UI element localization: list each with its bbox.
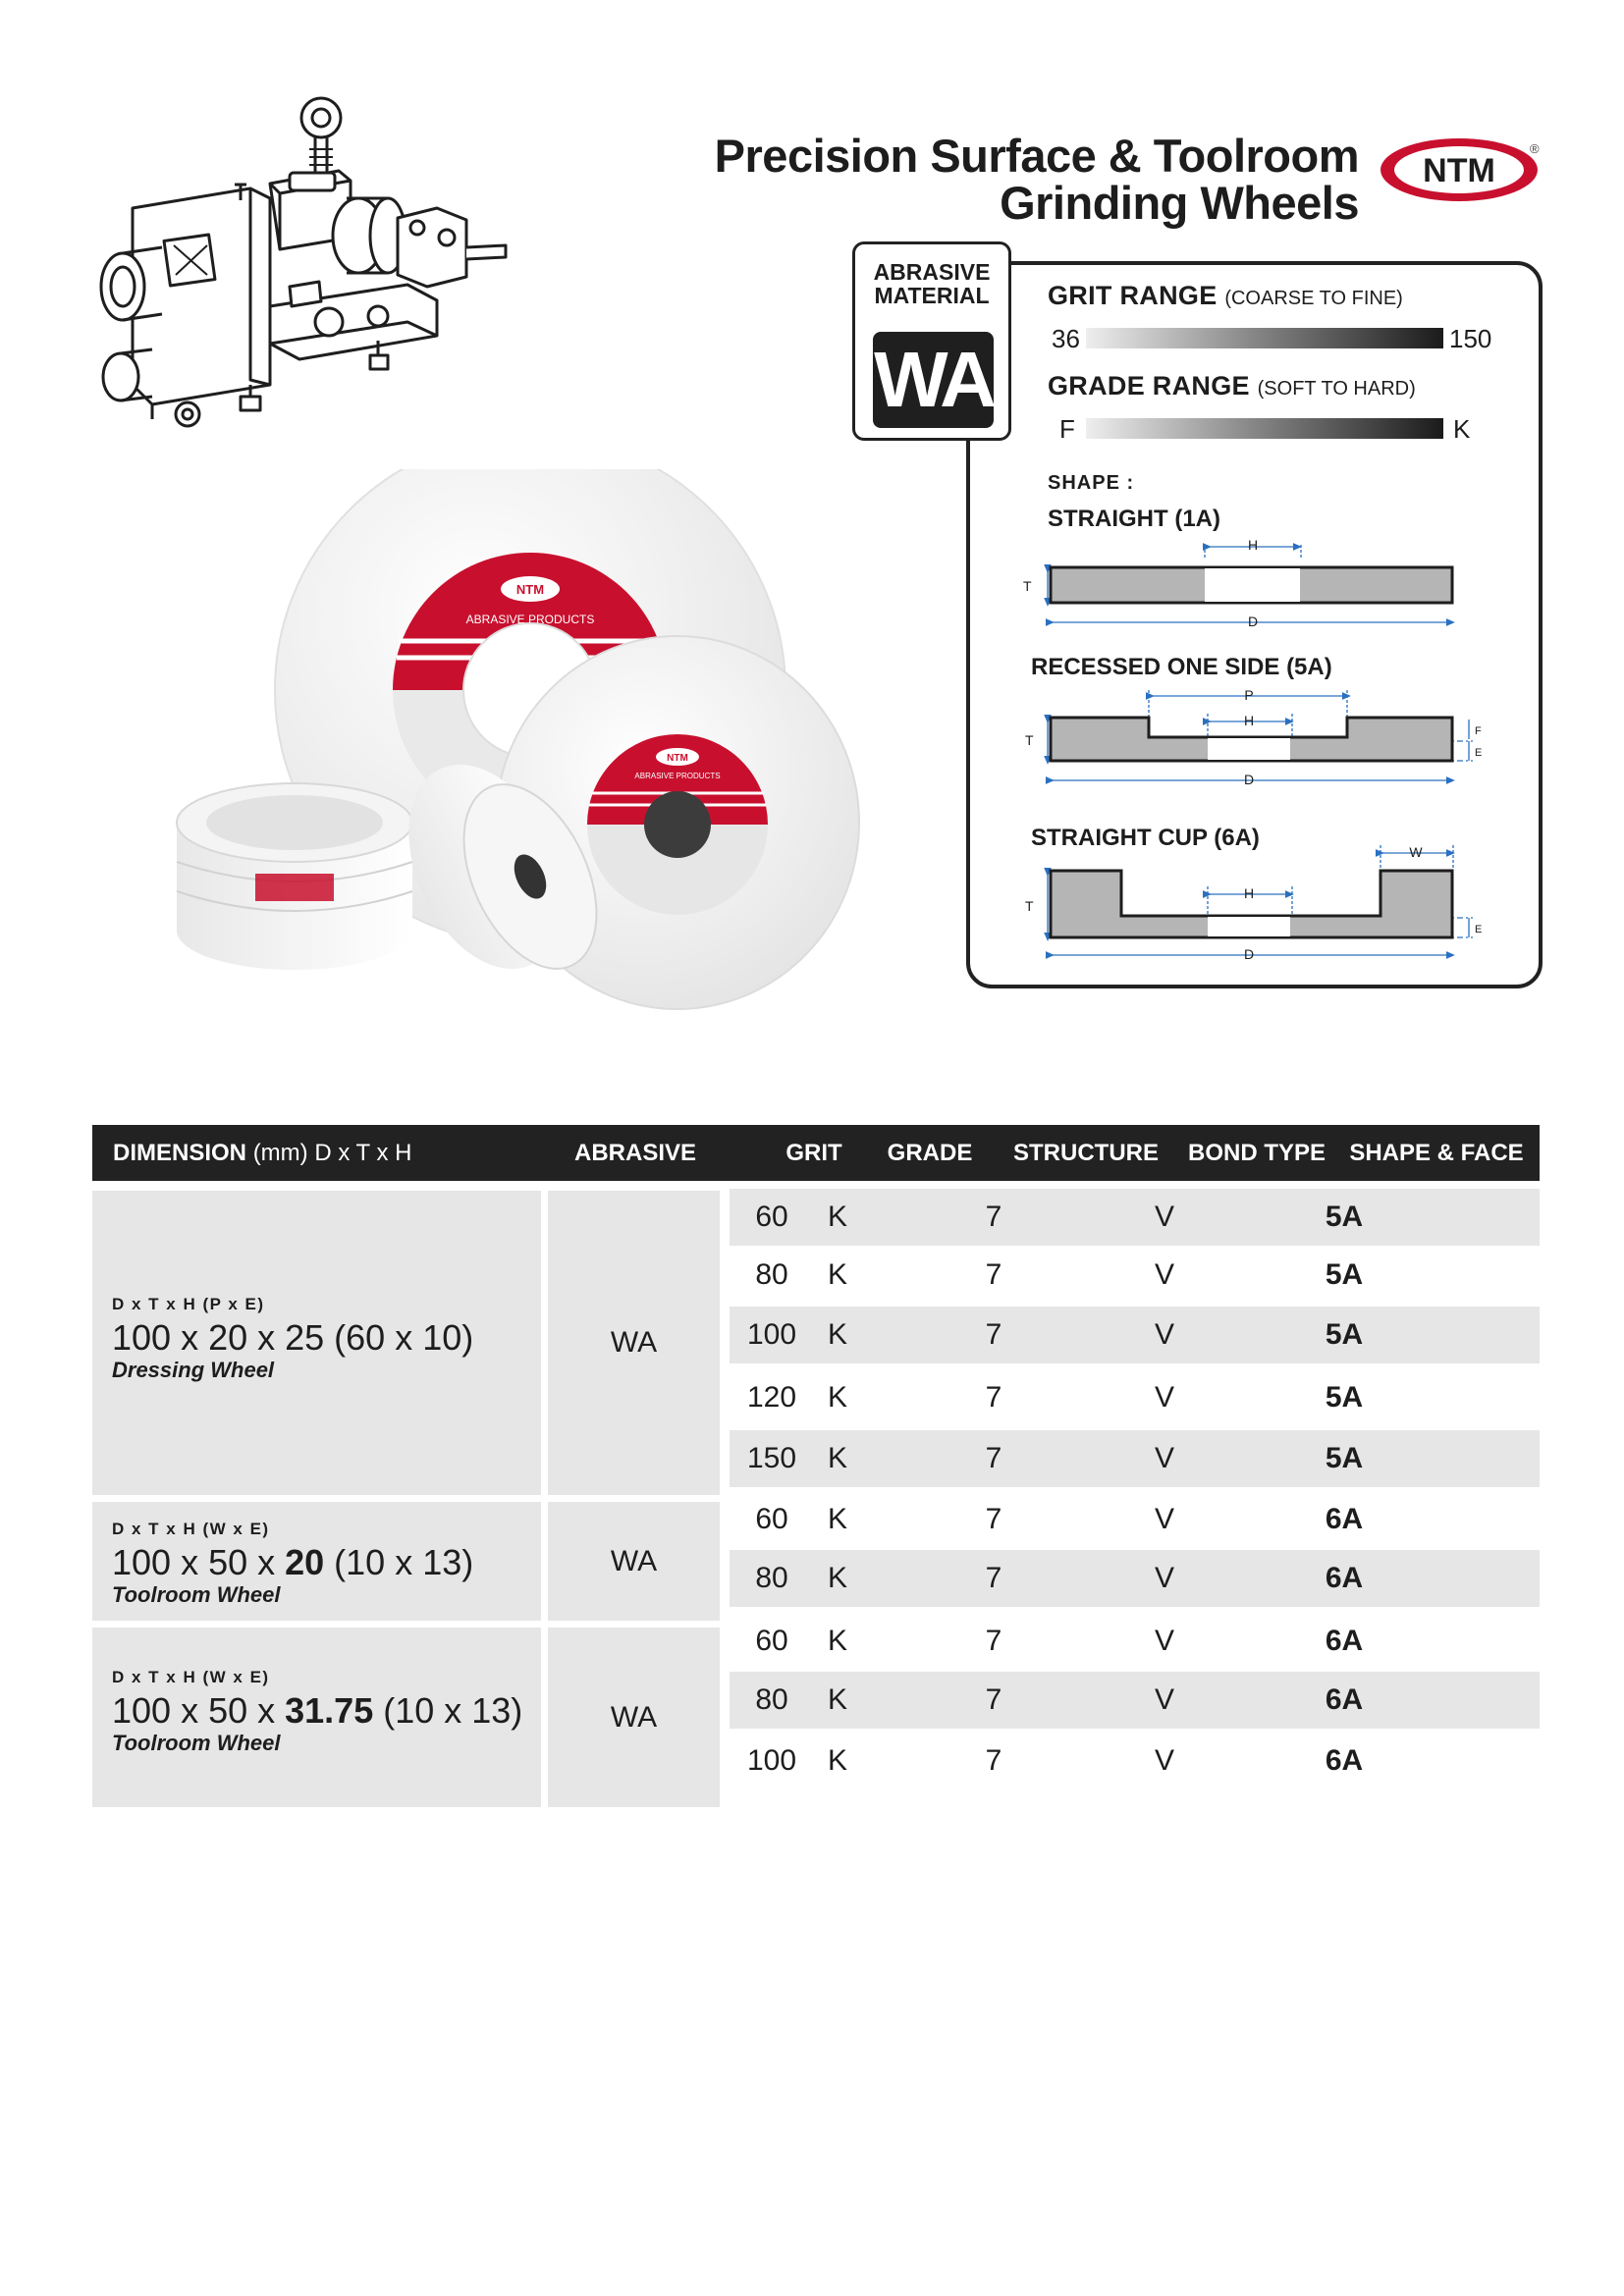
cell-structure: 7 [985,1442,1002,1474]
shape-label: SHAPE : [1048,472,1135,494]
table-row [730,1247,1540,1304]
col-grade: GRADE [887,1140,973,1166]
cell-grade: K [827,1258,848,1291]
table-row [730,1491,1540,1548]
table-header [92,1125,1540,1181]
cell-shape: 6A [1325,1625,1364,1657]
cell-grit: 100 [746,1744,797,1777]
table-row [730,1733,1540,1789]
table-row [730,1189,1540,1246]
cell-grit: 80 [755,1683,788,1716]
cell-bond: V [1154,1381,1175,1414]
title-line-1: Precision Surface & Toolroom [714,130,1359,182]
svg-text:F: F [1475,725,1482,737]
cell-structure: 7 [985,1562,1002,1594]
cell-shape: 6A [1325,1683,1364,1716]
registered-mark: ® [1530,141,1540,156]
cell-grit: 60 [755,1625,788,1657]
cell-structure: 7 [985,1503,1002,1535]
cell-structure: 7 [985,1258,1002,1291]
svg-text:P: P [1244,687,1254,703]
table-row [730,1430,1540,1487]
grit-range-bar [1086,328,1443,348]
cell-grade: K [827,1318,848,1351]
shape-diagram-recessed [1011,682,1502,800]
cell-grade: K [827,1442,848,1474]
cell-bond: V [1154,1562,1175,1594]
logo-text: NTM [1423,152,1495,189]
cell-structure: 7 [985,1744,1002,1777]
svg-text:T: T [1023,578,1032,594]
abrasive-cell-toolroom-3175: WA [548,1628,720,1807]
table-row [730,1550,1540,1607]
cell-shape: 6A [1325,1503,1364,1535]
grit-range-heading: GRIT RANGE (COARSE TO FINE) [1048,281,1403,310]
cell-grade: K [827,1683,848,1716]
col-grit: GRIT [785,1140,842,1166]
svg-text:E: E [1475,747,1483,759]
table-row [730,1672,1540,1729]
grit-max: 150 [1449,324,1492,353]
page-title [714,130,1359,229]
title-line-2: Grinding Wheels [1000,177,1359,229]
cell-grade: K [827,1503,848,1535]
cell-grade: K [827,1625,848,1657]
cell-structure: 7 [985,1625,1002,1657]
svg-text:D: D [1247,614,1259,629]
grade-range-heading: GRADE RANGE (SOFT TO HARD) [1048,371,1416,400]
cell-bond: V [1154,1503,1175,1535]
col-abrasive: ABRASIVE [573,1140,697,1166]
svg-text:D: D [1243,772,1255,787]
grinding-wheels-photo [157,469,903,1019]
grade-min: F [1059,414,1075,444]
cell-structure: 7 [985,1318,1002,1351]
svg-text:H: H [1247,537,1259,553]
svg-text:H: H [1243,713,1255,728]
cell-structure: 7 [985,1201,1002,1233]
grade-range-bar [1086,418,1443,439]
col-shape-face: SHAPE & FACE [1349,1140,1524,1166]
cell-grit: 80 [755,1562,788,1594]
shape-diagram-straight [1011,530,1463,643]
cell-grade: K [827,1381,848,1414]
svg-text:T: T [1025,898,1034,914]
cell-bond: V [1154,1442,1175,1474]
cell-shape: 5A [1325,1381,1364,1414]
cell-bond: V [1154,1258,1175,1291]
grinding-machine-illustration [93,90,525,483]
cell-shape: 6A [1325,1562,1364,1594]
cell-bond: V [1154,1201,1175,1233]
cell-grit: 150 [746,1442,797,1474]
cell-grit: 60 [755,1503,788,1535]
svg-text:W: W [1409,844,1423,860]
dimension-cell-toolroom-3175: D x T x H (W x E) 100 x 50 x 31.75 (10 x 13) Toolroom Wheel [92,1628,541,1807]
cell-bond: V [1154,1744,1175,1777]
cell-structure: 7 [985,1381,1002,1414]
cell-bond: V [1154,1683,1175,1716]
cell-shape: 5A [1325,1442,1364,1474]
cell-structure: 7 [985,1683,1002,1716]
table-row [730,1307,1540,1363]
svg-text:ABRASIVE PRODUCTS: ABRASIVE PRODUCTS [634,772,721,780]
abrasive-cell-toolroom-20: WA [548,1502,720,1621]
cell-grit: 120 [746,1381,797,1414]
abrasive-cell-dressing: WA [548,1191,720,1495]
col-structure: STRUCTURE [1013,1140,1159,1166]
grit-min: 36 [1052,324,1080,353]
svg-text:D: D [1243,946,1255,962]
shape-name-straight: STRAIGHT (1A) [1048,506,1220,532]
cell-grade: K [827,1562,848,1594]
abrasive-material-box [852,241,1011,441]
cell-shape: 5A [1325,1318,1364,1351]
col-dimension: DIMENSION (mm) D x T x H [113,1140,412,1166]
cell-grit: 60 [755,1201,788,1233]
shape-name-cup: STRAIGHT CUP (6A) [1031,825,1260,851]
dimension-cell-dressing: D x T x H (P x E) 100 x 20 x 25 (60 x 10) Dressing Wheel [92,1191,541,1495]
dimension-cell-toolroom-20: D x T x H (W x E) 100 x 50 x 20 (10 x 13) Toolroom Wheel [92,1502,541,1621]
svg-text:NTM: NTM [515,582,545,597]
svg-text:ABRASIVE PRODUCTS: ABRASIVE PRODUCTS [465,613,595,626]
col-bond-type: BOND TYPE [1187,1140,1326,1166]
svg-text:E: E [1475,924,1483,935]
cell-grit: 100 [746,1318,797,1351]
abrasive-material-label: ABRASIVE MATERIAL [873,259,991,308]
cell-shape: 5A [1325,1258,1364,1291]
shape-diagram-cup [1011,839,1502,972]
svg-text:NTM: NTM [667,753,688,764]
cell-grade: K [827,1201,848,1233]
grade-max: K [1453,414,1471,444]
cell-shape: 5A [1325,1201,1364,1233]
shape-name-recessed: RECESSED ONE SIDE (5A) [1031,654,1332,680]
svg-text:H: H [1243,885,1255,901]
table-row [730,1369,1540,1426]
cell-bond: V [1154,1318,1175,1351]
cell-bond: V [1154,1625,1175,1657]
svg-text:T: T [1025,732,1034,748]
cell-grade: K [827,1744,848,1777]
ntm-logo [1378,135,1541,204]
cell-shape: 6A [1325,1744,1364,1777]
cell-grit: 80 [755,1258,788,1291]
table-row [730,1613,1540,1670]
abrasive-code: WA [873,332,994,428]
